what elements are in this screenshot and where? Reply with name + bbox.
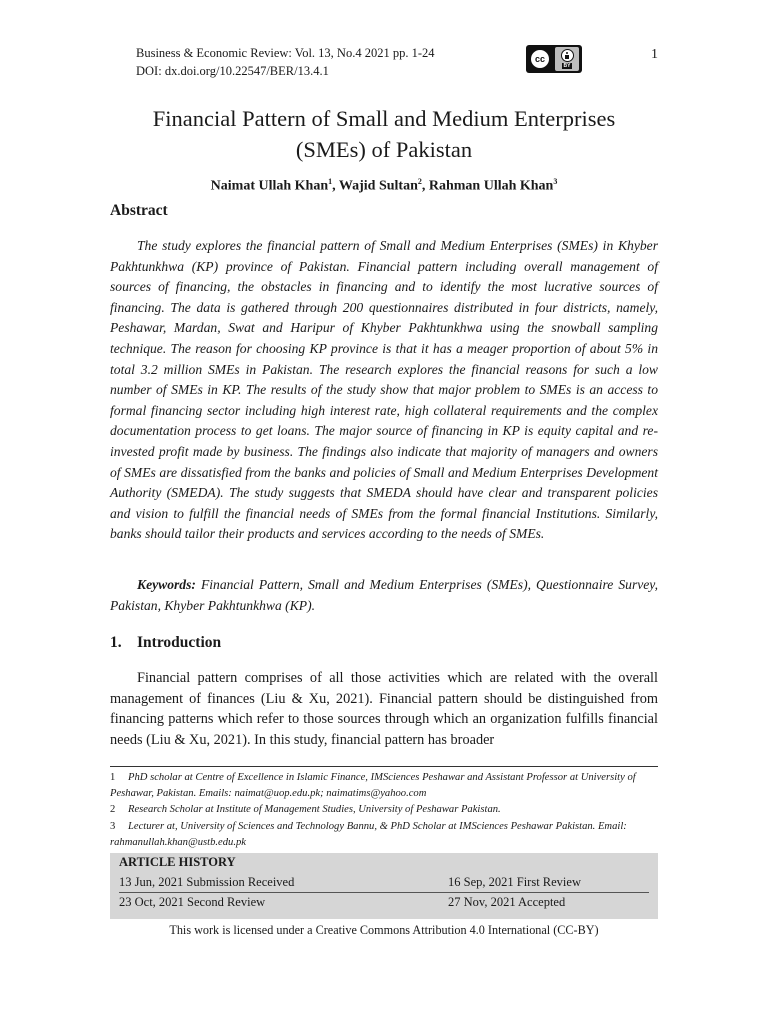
- history-date-right: 27 Nov, 2021 Accepted: [448, 895, 566, 909]
- footnote: [110, 819, 658, 851]
- author-affiliation-mark: 1: [328, 177, 333, 186]
- journal-header: [136, 44, 435, 80]
- footnote-text: Research Scholar at Institute of Management Studies, University of Peshawar Pakistan.: [128, 804, 501, 816]
- footnote: [110, 802, 658, 818]
- footnote-number: 3: [110, 820, 116, 832]
- by-attribution-icon: BY: [555, 47, 579, 71]
- license-notice: This work is licensed under a Creative Commons Attribution 4.0 International (CC-BY): [169, 923, 599, 937]
- history-date-left: 13 Jun, 2021 Submission Received: [119, 875, 295, 889]
- introduction-text: Financial pattern comprises of all those activities which are related with the overall management of finances (Liu & Xu, 2021). Financial pattern should be distinguished from financing patterns which refer to those sources through which an organization fulfills financial needs (Liu & Xu, 2021). In this study, financial pattern has broader: [110, 670, 658, 748]
- author-affiliation-mark: 2: [417, 177, 422, 186]
- history-divider: [119, 892, 649, 893]
- footnote: [110, 770, 658, 802]
- section-heading-introduction: [110, 634, 221, 652]
- cc-circle-icon: cc: [529, 48, 551, 70]
- abstract-text: The study explores the financial pattern of Small and Medium Enterprises (SMEs) in Khyber Pakhtunkhwa (KP) province of Pakistan. Financial pattern including overall management of sources of financing, the obstacles in financing and to identify the most lucrative sources of financing. The data is gathered through 200 questionnaires distributed in four districts, namely, Peshawar, Mardan, Swat and Haripur of Khyber Pakhtunkhwa using the snowball sampling technique. The reason for choosing KP province is that it has a meager proportion of about 5% in total 3.2 million SMEs in Pakistan. The research explores the financial reasons for such a low number of SMEs in KP. The results of the study show that major problem to SMEs is an access to formal financing sector including high interest rate, high collateral requirements and the complex documentation process to get loans. The major source of financing in KP is equity capital and re-invested profit made by business. The findings also indicate that majority of managers and owners of SMEs are dissatisfied from the banks and policies of Small and Medium Enterprises Development Authority (SMEDA). The study suggests that SMEDA should have clear and transparent policies and vision to fulfill the financial needs of SMEs from the formal financial Institutions. Similarly, banks should tailor their products and services according to the needs of SMEs.: [110, 238, 658, 542]
- title-line-2: (SMEs) of Pakistan: [295, 137, 473, 162]
- keywords-paragraph: [110, 575, 658, 616]
- article-history-row: [119, 895, 649, 910]
- journal-citation: Business & Economic Review: Vol. 13, No.4 2021 pp. 1-24: [136, 46, 435, 60]
- footnote-number: 1: [110, 772, 116, 783]
- page-number: 1: [651, 47, 658, 62]
- footnote-number: 2: [110, 804, 116, 816]
- keywords-text: Financial Pattern, Small and Medium Enterprises (SMEs), Questionnaire Survey, Pakistan, Khyber Pakhtunkhwa (KP).: [110, 577, 658, 613]
- footnotes: [110, 770, 658, 851]
- person-icon: [561, 49, 574, 62]
- abstract-heading: Abstract: [110, 202, 168, 219]
- article-history-box: [110, 853, 658, 919]
- keywords-label: Keywords:: [137, 577, 196, 592]
- creative-commons-by-icon: [526, 45, 582, 73]
- article-history-title: ARTICLE HISTORY: [119, 855, 236, 869]
- author-name: Wajid Sultan: [338, 178, 418, 194]
- footnote-text: Lecturer at, University of Sciences and Technology Bannu, & PhD Scholar at IMSciences Peshawar Pakistan. Email: rahmanullah.khan@ustb.edu.pk: [110, 820, 627, 848]
- article-history-row: [119, 875, 649, 890]
- paper-title: [110, 103, 658, 165]
- author-affiliation-mark: 3: [553, 177, 558, 186]
- history-date-left: 23 Oct, 2021 Second Review: [119, 895, 266, 909]
- title-line-1: Financial Pattern of Small and Medium Enterprises: [152, 106, 616, 131]
- history-date-right: 16 Sep, 2021 First Review: [448, 875, 581, 889]
- author-name: Naimat Ullah Khan: [210, 178, 329, 194]
- section-title: Introduction: [137, 634, 222, 651]
- author-name: Rahman Ullah Khan: [428, 178, 554, 194]
- footnote-text: PhD scholar at Centre of Excellence in Islamic Finance, IMSciences Peshawar and Assistant Professor at University of Peshawar, Pakistan. Emails: naimat@uop.edu.pk; naimatims@yahoo.com: [110, 772, 636, 800]
- author-list: Naimat Ullah Khan$^1$, Wajid Sultan$^2$, Rahman Ullah Khan$^3$: [210, 177, 558, 194]
- footnote-divider: [110, 766, 658, 767]
- doi-line: DOI: dx.doi.org/10.22547/BER/13.4.1: [136, 64, 329, 78]
- section-number: 1.: [110, 634, 122, 651]
